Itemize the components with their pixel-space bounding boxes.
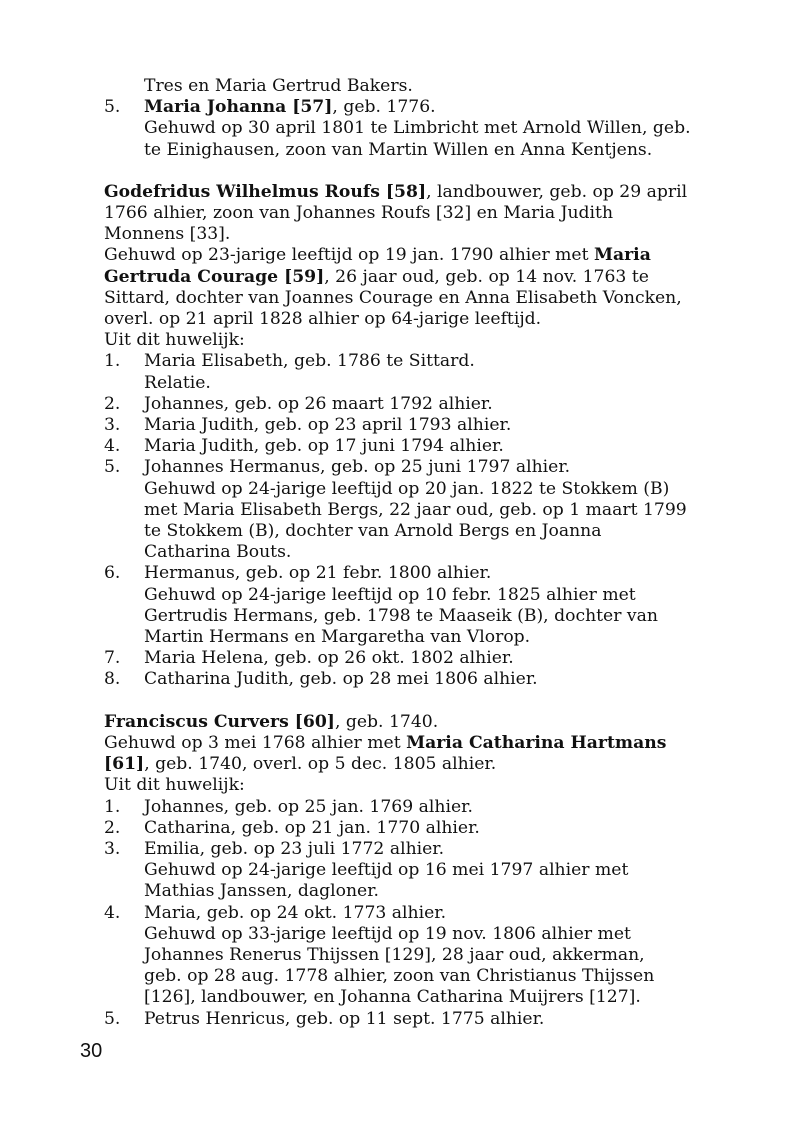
continued-entry [104, 76, 704, 97]
text-segment: Monnens [33]. [104, 224, 231, 245]
text-line [144, 394, 704, 415]
text-line [144, 585, 704, 606]
bold-name: Godefridus Wilhelmus Roufs [58] [104, 181, 427, 202]
list-number: 3. [104, 415, 121, 436]
text-line [144, 987, 704, 1008]
text-line [104, 309, 704, 330]
text-segment: Johannes Renerus Thijssen [129], 28 jaar oud, akkerman, [144, 944, 645, 965]
text-line [144, 1009, 704, 1030]
text-line [144, 945, 704, 966]
text-line [144, 479, 704, 500]
text-line [104, 330, 704, 351]
text-line [144, 457, 704, 478]
text-line [144, 818, 704, 839]
list-number: 1. [104, 796, 121, 817]
bold-name: Franciscus Curvers [60] [104, 711, 335, 732]
text-segment: Johannes, geb. op 25 jan. 1769 alhier. [144, 796, 473, 817]
text-segment: , 26 jaar oud, geb. op 14 nov. 1763 te [324, 266, 649, 287]
text-line [144, 542, 704, 563]
text-line [144, 436, 704, 457]
family-section [104, 712, 704, 1030]
text-segment: Relatie. [144, 372, 211, 393]
list-item [104, 818, 704, 839]
text-line [104, 267, 704, 288]
text-line [144, 373, 704, 394]
section-gap [104, 691, 704, 712]
text-segment: , geb. 1740. [334, 711, 439, 732]
list-item [104, 394, 704, 415]
text-segment: Maria Elisabeth, geb. 1786 te Sittard. [144, 351, 475, 372]
text-segment: Sittard, dochter van Joannes Courage en Anna Elisabeth Voncken, [104, 287, 682, 308]
text-segment: Maria Helena, geb. op 26 okt. 1802 alhier. [144, 648, 514, 669]
text-segment: Maria, geb. op 24 okt. 1773 alhier. [144, 902, 447, 923]
family-section [104, 76, 704, 161]
text-line [104, 224, 704, 245]
text-line [144, 839, 704, 860]
text-segment: Catharina, geb. op 21 jan. 1770 alhier. [144, 817, 480, 838]
bold-name: [61] [104, 754, 145, 775]
text-segment: Petrus Henricus, geb. op 11 sept. 1775 alhier. [144, 1008, 545, 1029]
text-segment: geb. op 28 aug. 1778 alhier, zoon van Christianus Thijssen [144, 966, 655, 987]
text-line [144, 97, 704, 118]
text-segment: Catharina Bouts. [144, 542, 292, 563]
bold-name: Maria Johanna [57] [144, 97, 333, 118]
list-number: 8. [104, 669, 121, 690]
section-gap [104, 161, 704, 182]
text-segment: overl. op 21 april 1828 alhier op 64-jarige leeftijd. [104, 309, 542, 330]
text-line [144, 966, 704, 987]
text-segment: Gehuwd op 24-jarige leeftijd op 16 mei 1797 alhier met [144, 860, 629, 881]
text-line [144, 140, 704, 161]
text-segment: Gertrudis Hermans, geb. 1798 te Maaseik (B), dochter van [144, 605, 658, 626]
text-line [144, 118, 704, 139]
text-line [144, 797, 704, 818]
text-segment: , geb. 1740, overl. op 5 dec. 1805 alhier. [144, 754, 497, 775]
text-line [144, 648, 704, 669]
text-line [144, 860, 704, 881]
list-item [104, 669, 704, 690]
page-content [104, 76, 704, 1030]
list-number: 2. [104, 817, 121, 838]
text-segment: Uit dit huwelijk: [104, 775, 245, 796]
text-line [144, 881, 704, 902]
text-segment: Maria Judith, geb. op 17 juni 1794 alhier. [144, 436, 504, 457]
text-segment: , landbouwer, geb. op 29 april [426, 181, 688, 202]
list-item [104, 839, 704, 903]
list-number: 7. [104, 648, 121, 669]
list-number: 5. [104, 97, 121, 118]
text-line [144, 903, 704, 924]
text-line [144, 76, 704, 97]
text-segment: Martin Hermans en Margaretha van Vlorop. [144, 627, 531, 648]
text-segment: 1766 alhier, zoon van Johannes Roufs [32] en Maria Judith [104, 203, 614, 224]
bold-name: Maria [593, 245, 651, 266]
list-item [104, 563, 704, 648]
list-item [104, 436, 704, 457]
list-number: 2. [104, 393, 121, 414]
text-line [104, 712, 704, 733]
list-item [104, 797, 704, 818]
text-line [104, 245, 704, 266]
text-line [104, 733, 704, 754]
text-line [144, 924, 704, 945]
list-number: 6. [104, 563, 121, 584]
list-number: 5. [104, 457, 121, 478]
text-line [144, 669, 704, 690]
text-segment: Gehuwd op 30 april 1801 te Limbricht met Arnold Willen, geb. [144, 118, 691, 139]
bold-name: Gertruda Courage [59] [104, 266, 325, 287]
text-line [144, 563, 704, 584]
text-segment: Emilia, geb. op 23 juli 1772 alhier. [144, 838, 445, 859]
list-item [104, 351, 704, 393]
family-section [104, 182, 704, 691]
list-number: 5. [104, 1008, 121, 1029]
text-segment: , geb. 1776. [332, 97, 436, 118]
text-segment: te Einighausen, zoon van Martin Willen en Anna Kentjens. [144, 139, 653, 160]
text-line [144, 521, 704, 542]
list-item [104, 648, 704, 669]
page-number: 30 [80, 1040, 103, 1062]
text-segment: Uit dit huwelijk: [104, 330, 245, 351]
list-item [104, 457, 704, 563]
text-segment: Gehuwd op 24-jarige leeftijd op 10 febr. 1825 alhier met [144, 584, 636, 605]
text-line [144, 415, 704, 436]
list-number: 4. [104, 902, 121, 923]
list-item [104, 1009, 704, 1030]
text-line [144, 627, 704, 648]
text-segment: Gehuwd op 3 mei 1768 alhier met [104, 732, 407, 753]
text-segment: Gehuwd op 23-jarige leeftijd op 19 jan. 1790 alhier met [104, 245, 594, 266]
text-line [144, 500, 704, 521]
text-segment: [126], landbouwer, en Johanna Catharina Muijrers [127]. [144, 987, 641, 1008]
text-line [104, 775, 704, 796]
text-segment: Maria Judith, geb. op 23 april 1793 alhier. [144, 415, 512, 436]
text-line [104, 203, 704, 224]
list-item [104, 97, 704, 161]
list-item [104, 903, 704, 1009]
text-segment: met Maria Elisabeth Bergs, 22 jaar oud, geb. op 1 maart 1799 [144, 499, 687, 520]
list-number: 4. [104, 436, 121, 457]
bold-name: Maria Catharina Hartmans [406, 732, 667, 753]
text-line [104, 288, 704, 309]
text-segment: Catharina Judith, geb. op 28 mei 1806 alhier. [144, 669, 538, 690]
text-segment: te Stokkem (B), dochter van Arnold Bergs en Joanna [144, 521, 602, 542]
text-segment: Gehuwd op 33-jarige leeftijd op 19 nov. 1806 alhier met [144, 923, 631, 944]
text-line [104, 754, 704, 775]
list-number: 1. [104, 351, 121, 372]
text-segment: Gehuwd op 24-jarige leeftijd op 20 jan. 1822 te Stokkem (B) [144, 478, 670, 499]
text-segment: Johannes, geb. op 26 maart 1792 alhier. [144, 393, 493, 414]
text-line [144, 606, 704, 627]
text-line [104, 182, 704, 203]
text-line [144, 351, 704, 372]
list-number: 3. [104, 838, 121, 859]
text-segment: Hermanus, geb. op 21 febr. 1800 alhier. [144, 563, 492, 584]
list-item [104, 415, 704, 436]
text-segment: Tres en Maria Gertrud Bakers. [144, 76, 413, 96]
text-segment: Johannes Hermanus, geb. op 25 juni 1797 alhier. [144, 457, 571, 478]
text-segment: Mathias Janssen, dagloner. [144, 881, 379, 902]
